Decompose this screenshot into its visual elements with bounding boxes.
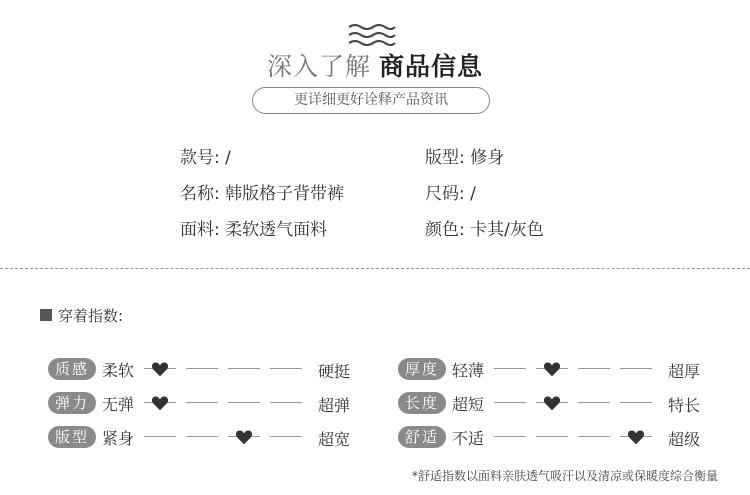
scale-segment xyxy=(620,368,652,369)
index-badge: 版型 xyxy=(48,426,96,448)
scale-segment xyxy=(186,436,218,437)
scale-segment xyxy=(494,436,526,437)
scale-segment xyxy=(270,436,302,437)
info-fit: 版型: 修身 xyxy=(425,148,505,168)
dashed-divider xyxy=(0,268,750,269)
scale-segment xyxy=(578,368,610,369)
title-light: 深入了解 xyxy=(266,52,371,81)
heart-marker-icon xyxy=(151,361,169,377)
heart-marker-icon xyxy=(543,395,561,411)
scale-segment xyxy=(186,402,218,403)
heart-marker-icon xyxy=(627,429,645,445)
heart-marker-icon xyxy=(235,429,253,445)
scale-segment xyxy=(144,436,176,437)
wear-index-row xyxy=(398,391,718,415)
heart-marker-icon xyxy=(151,395,169,411)
wear-index-row xyxy=(398,357,718,381)
index-left-label: 紧身 xyxy=(102,428,135,448)
info-color: 颜色: 卡其/灰色 xyxy=(425,220,544,240)
wear-index-row xyxy=(48,357,368,381)
wear-index-row xyxy=(398,425,718,449)
index-scale xyxy=(144,391,304,415)
scale-segment xyxy=(578,402,610,403)
index-right-label: 硬挺 xyxy=(318,362,351,381)
index-badge: 弹力 xyxy=(48,392,96,414)
scale-segment xyxy=(494,402,526,403)
wave-icon xyxy=(347,22,397,48)
index-left-label: 超短 xyxy=(452,394,485,414)
index-scale xyxy=(494,425,654,449)
scale-segment xyxy=(578,436,610,437)
index-badge: 长度 xyxy=(398,392,446,414)
index-badge: 厚度 xyxy=(398,358,446,380)
index-right-label: 特长 xyxy=(668,396,701,415)
index-left-label: 柔软 xyxy=(102,360,135,380)
scale-segment xyxy=(620,402,652,403)
subtitle-pill: 更详细更好诠释产品资讯 xyxy=(252,87,490,114)
index-left-label: 轻薄 xyxy=(452,360,485,380)
scale-segment xyxy=(228,402,260,403)
info-size: 尺码: / xyxy=(425,184,476,204)
index-scale xyxy=(494,357,654,381)
scale-segment xyxy=(536,436,568,437)
index-right-label: 超级 xyxy=(668,430,701,449)
scale-segment xyxy=(228,368,260,369)
title-bold: 商品信息 xyxy=(379,52,484,81)
info-name: 名称: 韩版格子背带裤 xyxy=(180,184,345,204)
wear-index-row xyxy=(48,391,368,415)
index-scale xyxy=(144,425,304,449)
index-badge: 舒适 xyxy=(398,426,446,448)
index-badge: 质感 xyxy=(48,358,96,380)
index-scale xyxy=(144,357,304,381)
index-right-label: 超厚 xyxy=(668,362,701,381)
index-right-label: 超宽 xyxy=(318,430,351,449)
index-left-label: 不适 xyxy=(452,428,485,448)
wear-index-row xyxy=(48,425,368,449)
page-title xyxy=(0,50,750,84)
scale-segment xyxy=(494,368,526,369)
wear-index-heading xyxy=(40,305,123,325)
wear-index-label: 穿着指数: xyxy=(58,306,124,325)
square-bullet-icon xyxy=(40,309,52,321)
index-left-label: 无弹 xyxy=(102,394,135,414)
scale-segment xyxy=(270,368,302,369)
index-scale xyxy=(494,391,654,415)
info-fabric: 面料: 柔软透气面料 xyxy=(180,220,328,240)
footnote: *舒适指数以面料亲肤透气吸汗以及清凉或保暖度综合衡量 xyxy=(411,469,718,483)
scale-segment xyxy=(270,402,302,403)
heart-marker-icon xyxy=(543,361,561,377)
scale-segment xyxy=(186,368,218,369)
info-style-no: 款号: / xyxy=(180,148,231,168)
index-right-label: 超弹 xyxy=(318,396,351,415)
